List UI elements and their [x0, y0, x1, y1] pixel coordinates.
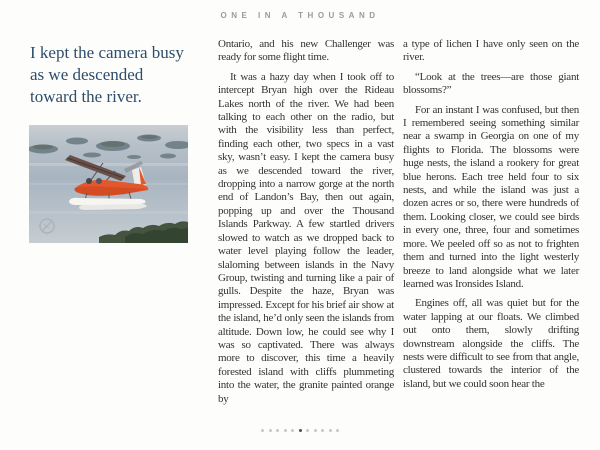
paragraph: “Look at the trees—are those giant blossoms?”	[403, 70, 579, 97]
pagination-dot[interactable]	[306, 429, 309, 432]
pagination-dot[interactable]	[269, 429, 272, 432]
pagination-dot[interactable]	[329, 429, 332, 432]
pagination-dot[interactable]	[291, 429, 294, 432]
pagination-dot[interactable]	[276, 429, 279, 432]
pagination-dot[interactable]	[321, 429, 324, 432]
paragraph: Ontario, and his new Challenger was ready for some flight time.	[218, 38, 394, 64]
compass-aircraft-icon	[37, 216, 57, 236]
paragraph: It was a hazy day when I took off to intercept Bryan high over the Rideau Lakes north of the river. We had been talking to each other on the radio, but with the visibility less than perfect, finding each other, two specs in a vast sky, wasn’t easy. I kept the camera busy as we descended toward the river, dropping into a narrow gorge at the north end of Landon’s Bay, then out again, popping up and over the Thousand Islands Parkway. A few startled drivers slowed to watch as we dropped back to water level playing follow the leader, slaloming between islands in the Navy Group, twisting and turning like a pair of gulls. Despite the haze, Bryan was impressed. Except for his brief air show at the island, he’d only seen the islands from altitude. Down low, he could see why I was so captivated. There was always more to discover, this time a heavily forested island with cliffs plummeting into the water, the granite painted orange by	[218, 70, 394, 405]
seaplane-photo	[29, 125, 188, 243]
pagination-dot[interactable]	[284, 429, 287, 432]
paragraph: a type of lichen I have only seen on the river.	[403, 38, 579, 64]
pull-quote: I kept the camera busy as we descended toward the river.	[30, 43, 184, 106]
pagination-dot[interactable]	[336, 429, 339, 432]
chapter-title: ONE IN A THOUSAND	[220, 11, 380, 20]
pagination-dot[interactable]	[261, 429, 264, 432]
pagination-dots	[0, 429, 600, 432]
paragraph: Engines off, all was quiet but for the water lapping at our floats. We climbed out onto them, slowly drifting downstream alongside the cliffs. The nests were difficult to see from that angle, clustered towards the interior of the island, but we could soon hear the	[403, 297, 579, 390]
text-column-right	[403, 38, 579, 397]
text-column-middle	[218, 38, 394, 412]
chapter-header	[0, 11, 600, 20]
paragraph: For an instant I was confused, but then I remembered seeing something similar near a swamp in Georgia on one of my flights to Florida. The blossoms were huge nests, the island a rookery for great blue herons. Each tree held four to six nests, and while the island was just a dozen acres or so, there were hundreds of them. Looking closer, we could see birds in every one, three, four and sometimes more. We peeled off so as not to frighten them and turned into the light westerly breeze to land alongside what we later learned was Ironsides Island.	[403, 103, 579, 290]
pagination-dot[interactable]	[314, 429, 317, 432]
pagination-dot-active[interactable]	[299, 429, 302, 432]
